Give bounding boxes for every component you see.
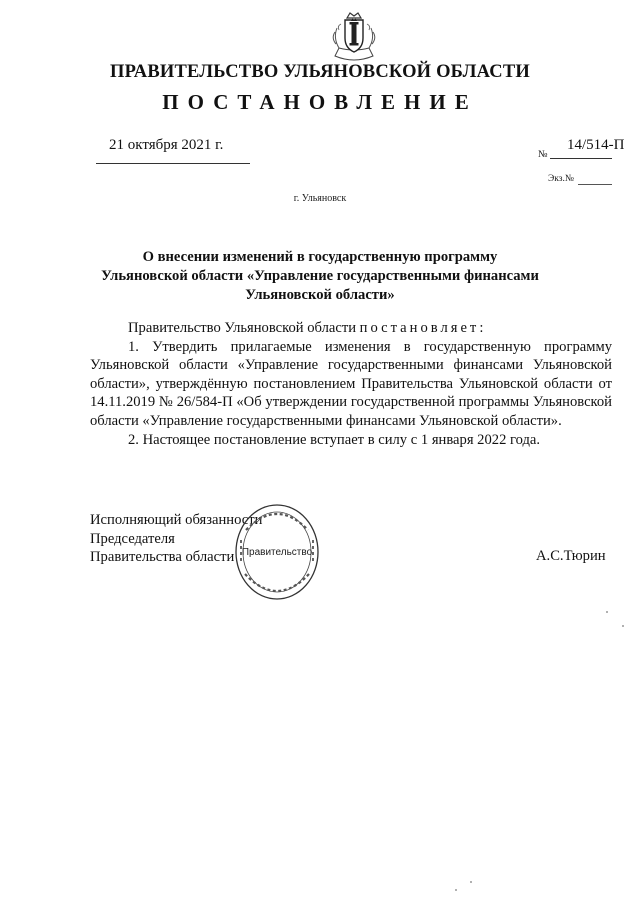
- preamble-colon: :: [479, 320, 484, 336]
- scan-speck: [606, 611, 608, 613]
- stamp-center-text: Правительство: [241, 547, 313, 558]
- scan-speck: [622, 625, 624, 627]
- document-subject: [100, 248, 540, 305]
- subject-line: Ульяновской области»: [245, 287, 395, 303]
- document-type-title: ПОСТАНОВЛЕНИЕ: [162, 90, 478, 114]
- number-underline: [550, 158, 612, 159]
- preamble: [90, 319, 612, 338]
- subject-line: О внесении изменений в государственную программу: [142, 249, 498, 265]
- scan-speck: [470, 881, 472, 883]
- paragraph-item-1: 1. Утвердить прилагаемые изменения в государственную программу Ульяновской области «Управление государственными финансами Ульяновской области», утверждённую постановлением Правительства Ульяновской области от 14.11.2019 № 26/584-П «Об утверждении государственной программы Ульяновской области «Управление государственными финансами Ульяновской области».: [90, 338, 612, 429]
- copy-number-underline: [578, 184, 612, 185]
- number-sign: №: [538, 149, 548, 160]
- scan-speck: [455, 889, 457, 891]
- signatory-line: Председателя: [90, 530, 175, 547]
- document-date: 21 октября 2021 г.: [109, 137, 224, 153]
- official-seal-stamp: [232, 500, 322, 604]
- city-label: г. Ульяновск: [293, 193, 347, 204]
- preamble-text: Правительство Ульяновской области: [128, 320, 360, 336]
- signatory-line: Исполняющий обязанности: [90, 512, 263, 528]
- government-name: ПРАВИТЕЛЬСТВО УЛЬЯНОВСКОЙ ОБЛАСТИ: [110, 62, 530, 82]
- paragraph-item-2: 2. Настоящее постановление вступает в силу с 1 января 2022 года.: [128, 431, 541, 448]
- signatory-name: А.С.Тюрин: [536, 548, 606, 564]
- signatory-line: Правительства области: [90, 549, 235, 566]
- date-underline: [96, 163, 250, 164]
- document-body: [90, 319, 612, 449]
- preamble-verb: постановляет: [359, 320, 480, 336]
- document-number: 14/514-П: [567, 137, 625, 153]
- copy-number-label: Экз.№: [548, 174, 574, 184]
- subject-line: Ульяновской области «Управление государственными финансами: [101, 268, 539, 284]
- coat-of-arms-emblem: [327, 8, 381, 62]
